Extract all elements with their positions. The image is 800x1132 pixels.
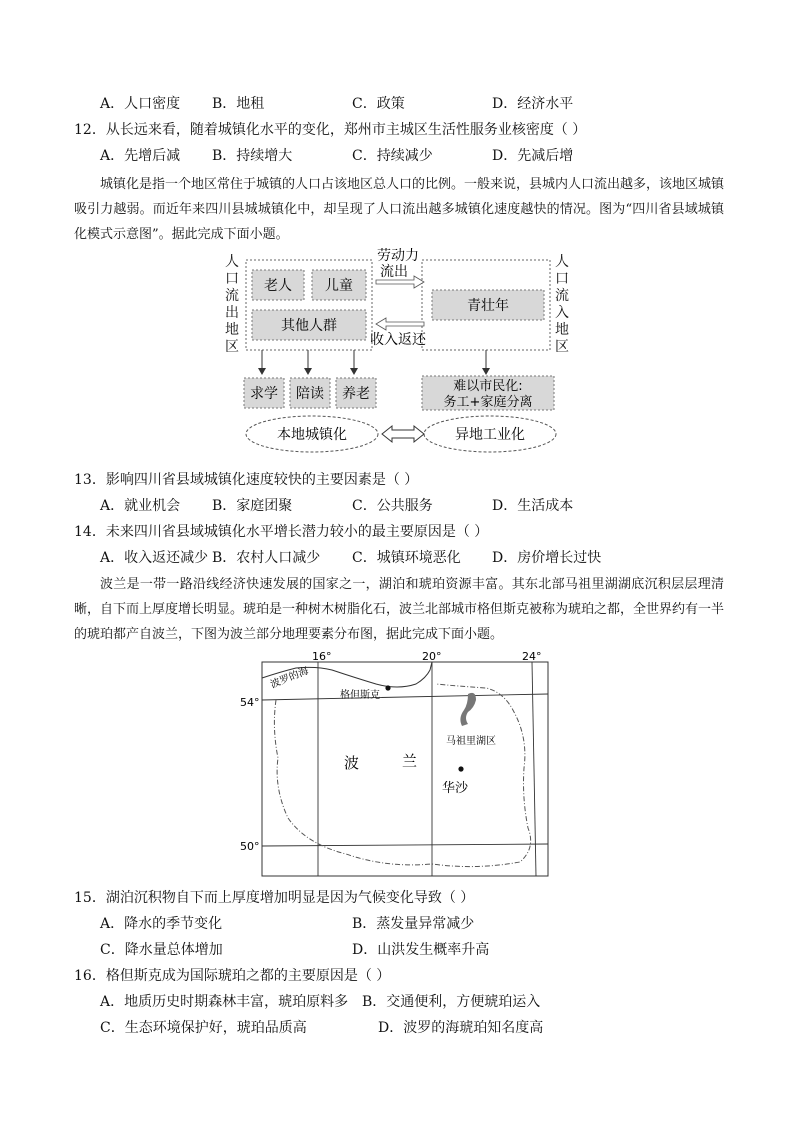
svg-text:口: 口 [555,271,569,287]
q12-option-a: A．先增后减 [100,148,181,164]
passage-poland: 波兰是一带一路沿线经济快速发展的国家之一，湖泊和琥珀资源丰富。其东北部马祖里湖湖底沉积层层理清晰，自下而上厚度增长明显。琥珀是一种树木树脂化石，波兰北部城市格但斯克被称为琥珀之都，全世界约有一半的琥珀都产自波兰，下图为波兰部分地理要素分布图，据此完成下面小题。 [74,577,725,642]
passage-urbanization: 城镇化是指一个地区常住于城镇的人口占该地区总人口的比例。一般来说，县城内人口流出越多，该地区城镇吸引力越弱。而近年来四川县城城镇化中，却呈现了人口流出越多城镇化速度越快的情况。图为“四川省县域城镇化模式示意图”。据此完成下面小题。 [74,177,725,242]
svg-text:流出: 流出 [380,264,408,280]
svg-text:波: 波 [344,754,360,772]
right-region-label [555,254,569,355]
svg-text:波罗的海: 波罗的海 [269,665,311,691]
svg-text:人: 人 [555,254,569,270]
svg-text:华沙: 华沙 [442,781,469,796]
q14-option-c: C．城镇环境恶化 [352,550,461,566]
q11-option-a: A．人口密度 [100,96,181,112]
q12-option-b: B．持续增大 [212,148,293,164]
svg-text:陪读: 陪读 [296,386,324,402]
svg-text:兰: 兰 [402,752,418,770]
poland-map [236,648,556,882]
q15-option-d: D．山洪发生概率升高 [352,942,490,958]
svg-text:入: 入 [555,305,569,321]
q14-option-b: B．农村人口减少 [212,550,321,566]
svg-text:务工+家庭分离: 务工+家庭分离 [443,395,533,410]
svg-text:区: 区 [225,339,239,355]
svg-text:养老: 养老 [342,386,370,402]
svg-text:出: 出 [225,305,239,321]
left-region-label [225,254,239,355]
q16-option-b: B．交通便利，方便琥珀运入 [362,994,541,1010]
svg-text:50°: 50° [240,840,260,853]
q13-option-c: C．公共服务 [352,498,433,514]
income-return-arrow [376,318,424,330]
svg-text:难以市民化:: 难以市民化: [453,379,523,394]
q16-option-d: D．波罗的海琥珀知名度高 [378,1020,544,1036]
svg-text:地: 地 [225,322,239,338]
svg-text:口: 口 [225,271,239,287]
svg-text:16°: 16° [312,650,332,663]
q11-option-c: C．政策 [352,96,405,112]
urbanization-diagram [218,248,580,456]
svg-text:24°: 24° [522,650,542,663]
svg-text:区: 区 [555,339,569,355]
svg-text:流: 流 [225,288,239,304]
svg-text:格但斯克: 格但斯克 [340,690,380,701]
svg-text:求学: 求学 [250,386,278,402]
q12-stem: 12．从长远来看，随着城镇化水平的变化，郑州市主城区生活性服务业核密度（ ） [74,122,587,138]
svg-text:人: 人 [225,254,239,270]
svg-text:老人: 老人 [264,278,292,294]
q16-stem: 16．格但斯克成为国际琥珀之都的主要原因是（ ） [74,968,391,984]
gdansk-dot [385,685,390,690]
svg-text:收入返还: 收入返还 [370,332,426,348]
svg-text:流: 流 [555,288,569,304]
svg-text:地: 地 [555,322,569,338]
warsaw-dot [458,766,463,771]
svg-text:异地工业化: 异地工业化 [455,427,525,443]
q14-option-d: D．房价增长过快 [492,550,602,566]
svg-text:20°: 20° [422,650,442,663]
q13-option-d: D．生活成本 [492,498,574,514]
q15-stem: 15．湖泊沉积物自下而上厚度增加明显是因为气候变化导致（ ） [74,890,475,906]
q15-option-b: B．蒸发量异常减少 [352,916,475,932]
svg-text:其他人群: 其他人群 [281,318,337,334]
svg-text:54°: 54° [240,696,260,709]
q16-option-c: C．生态环境保护好，琥珀品质高 [100,1020,307,1036]
q13-stem: 13．影响四川省县域城镇化速度较快的主要因素是（ ） [74,472,419,488]
q14-option-a: A．收入返还减少 [100,550,209,566]
q12-option-c: C．持续减少 [352,148,433,164]
q13-option-b: B．家庭团聚 [212,498,293,514]
q16-option-a: A．地质历史时期森林丰富，琥珀原料多 [100,994,349,1010]
svg-text:马祖里湖区: 马祖里湖区 [446,736,496,747]
q12-option-d: D．先减后增 [492,148,574,164]
double-arrow [382,426,424,442]
q13-option-a: A．就业机会 [100,498,181,514]
q15-option-a: A．降水的季节变化 [100,916,223,932]
svg-text:劳动力: 劳动力 [377,248,419,264]
svg-text:本地城镇化: 本地城镇化 [277,427,347,443]
q14-stem: 14．未来四川省县域城镇化水平增长潜力较小的最主要原因是（ ） [74,524,489,540]
svg-text:青壮年: 青壮年 [467,298,509,314]
q11-option-b: B．地租 [212,96,265,112]
svg-text:儿童: 儿童 [325,278,353,294]
q11-option-d: D．经济水平 [492,96,574,112]
q15-option-c: C．降水量总体增加 [100,942,223,958]
